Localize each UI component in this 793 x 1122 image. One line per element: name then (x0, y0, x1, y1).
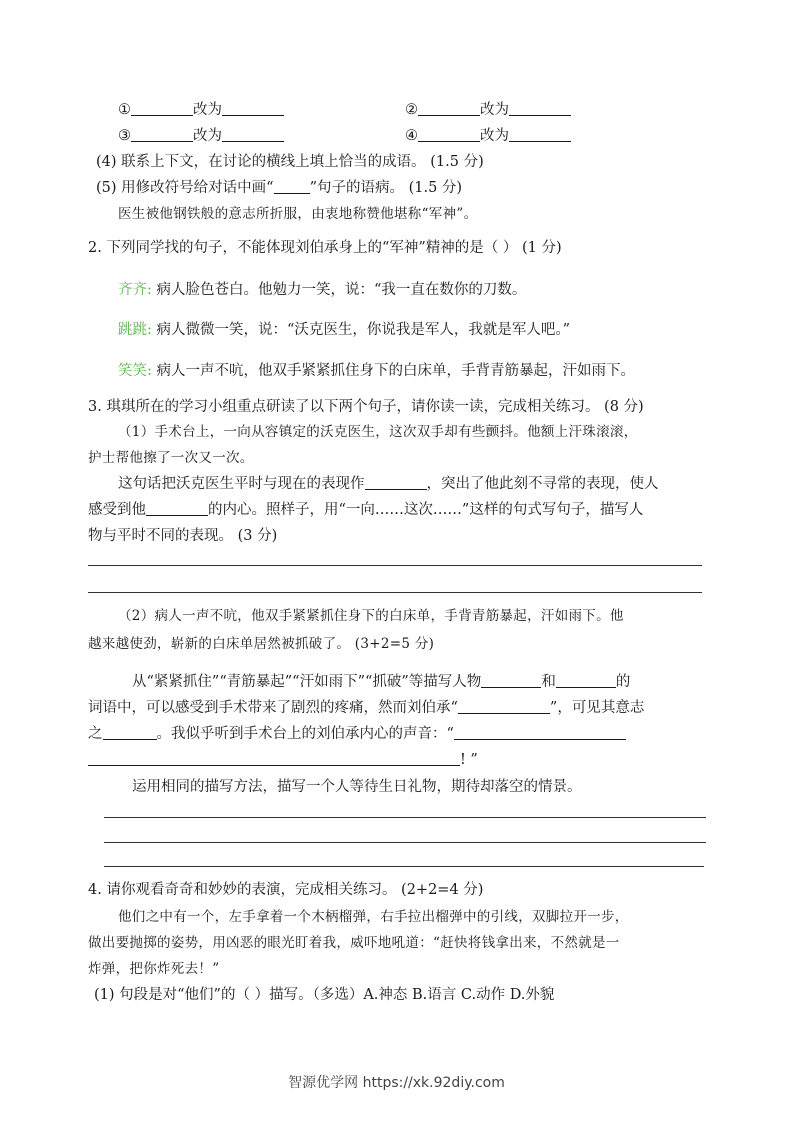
blank[interactable] (509, 127, 571, 142)
change-to-label: 改为 (193, 102, 222, 118)
change-to-label: 改为 (480, 128, 509, 144)
passage-line-3: 炸弹，把你炸死去！” (88, 961, 220, 977)
passage-line-1: 他们之中有一个，左手拿着一个木柄榴弹，右手拉出榴弹中的引线，双脚拉开一步， (118, 909, 629, 925)
answer-line[interactable] (88, 592, 702, 593)
change-to-label: 改为 (480, 102, 509, 118)
quoted-sentence: 医生被他钢铁般的意志所折服，由衷地称赞他堪称“军神”。 (118, 206, 478, 222)
fill-row-1-left (118, 100, 284, 120)
item-number: ① (118, 102, 131, 118)
fill-row-2-right (405, 126, 571, 146)
option-qiqi (118, 280, 526, 300)
sentence-1-line-2: 护士帮他擦了一次又一次。 (88, 450, 254, 466)
fill-row-1-right (405, 100, 571, 120)
text: 感受到他 (88, 502, 146, 518)
text: 这句话把沃克医生平时与现在的表现作 (118, 476, 365, 492)
student-name: 齐齐: (118, 282, 152, 298)
blank[interactable] (88, 751, 460, 766)
item-number: ③ (118, 128, 131, 144)
answer-line[interactable] (88, 565, 702, 566)
student-name: 笑笑: (118, 363, 152, 379)
question-2-title: 2. 下列同学找的句子，不能体现刘伯承身上的“军神”精神的是（ ） (1 分) (88, 240, 562, 256)
q3-part2-line5: 运用相同的描写方法，描写一个人等待生日礼物，期待却落空的情景。 (132, 779, 582, 795)
blank[interactable] (222, 127, 284, 142)
underline-marker (274, 179, 310, 194)
blank[interactable] (418, 101, 480, 116)
text: 词语中，可以感受到手术带来了剧烈的疼痛，然而刘伯承“ (88, 700, 458, 716)
option-xiaoxiao (118, 361, 635, 381)
blank[interactable] (481, 673, 541, 688)
text: 从“紧紧抓住”“青筋暴起”“汗如雨下”“抓破”等描写人物 (132, 674, 482, 690)
option-tiaotiao (118, 320, 570, 340)
text: ”，可见其意志 (549, 700, 645, 716)
item-number: ② (405, 102, 418, 118)
blank[interactable] (146, 501, 208, 516)
option-text: 病人脸色苍白。他勉力一笑，说：“我一直在数你的刀数。 (156, 282, 527, 298)
option-text: 病人一声不吭，他双手紧紧抓住身下的白床单，手背青筋暴起，汗如雨下。 (156, 363, 635, 379)
question-4-title: 4. 请你观看奇奇和妙妙的表演，完成相关练习。 (2+2=4 分) (88, 882, 484, 898)
blank[interactable] (509, 101, 571, 116)
blank[interactable] (131, 127, 193, 142)
blank[interactable] (365, 475, 427, 490)
question-1-5-suffix: ”句子的语病。 (1.5 分) (309, 180, 463, 196)
change-to-label: 改为 (193, 128, 222, 144)
item-number: ④ (405, 128, 418, 144)
text: 和 (541, 674, 556, 690)
q3-part2-line1 (132, 672, 630, 692)
text: 的内心。照样子，用“一向……这次……”这样的句式写句子，描写人 (208, 502, 644, 518)
passage-line-2: 做出要抛掷的姿势，用凶恶的眼光盯着我，威吓地吼道：“赶快将钱拿出来，不然就是一 (88, 935, 620, 951)
student-name: 跳跳: (118, 322, 152, 338)
answer-line[interactable] (104, 817, 706, 818)
blank[interactable] (222, 101, 284, 116)
answer-line[interactable] (104, 866, 704, 867)
q3-part1-line1 (118, 474, 659, 494)
q3-part2-line3 (88, 724, 626, 744)
question-1-4: (4) 联系上下文，在讨论的横线上填上恰当的成语。 (1.5 分) (96, 154, 484, 170)
sentence-2-line-2: 越来越使劲，崭新的白床单居然被抓破了。 (3+2=5 分) (88, 636, 435, 652)
blank[interactable] (458, 699, 550, 714)
sentence-1-line-1: （1）手术台上，一向从容镇定的沃克医生，这次双手却有些颤抖。他额上汗珠滚滚， (118, 424, 638, 440)
text: 的 (615, 674, 631, 690)
q3-part2-line2 (88, 698, 644, 718)
text: ! ” (460, 752, 478, 768)
question-1-5-prefix: (5) 用修改符号给对话中画“ (96, 180, 274, 196)
question-3-title: 3. 琪琪所在的学习小组重点研读了以下两个句子，请你读一读，完成相关练习。 (8 分) (88, 399, 644, 415)
text: 之 (88, 726, 103, 742)
fill-row-2-left (118, 126, 284, 146)
sentence-2-line-1: （2）病人一声不吭，他双手紧紧抓住身下的白床单，手背青筋暴起，汗如雨下。他 (118, 608, 624, 624)
footer-watermark: 智源优学网 https://xk.92diy.com (288, 1075, 505, 1091)
answer-line[interactable] (104, 842, 706, 843)
blank[interactable] (103, 725, 157, 740)
q3-part2-line4 (88, 750, 478, 770)
blank[interactable] (131, 101, 193, 116)
text: ，突出了他此刻不寻常的表现，使人 (426, 476, 659, 492)
option-text: 病人微微一笑，说：“沃克医生，你说我是军人，我就是军人吧。” (156, 322, 571, 338)
q3-part1-line3: 物与平时不同的表现。 (3 分) (88, 528, 278, 544)
q3-part1-line2 (88, 500, 643, 520)
blank[interactable] (556, 673, 616, 688)
blank[interactable] (418, 127, 480, 142)
text: 。我似乎听到手术台上的刘伯承内心的声音：“ (156, 726, 454, 742)
blank[interactable] (454, 725, 626, 740)
question-4-1: (1) 句段是对“他们”的（ ）描写。（多选）A.神态 B.语言 C.动作 D.外貌 (94, 987, 555, 1003)
question-1-5 (96, 178, 462, 198)
